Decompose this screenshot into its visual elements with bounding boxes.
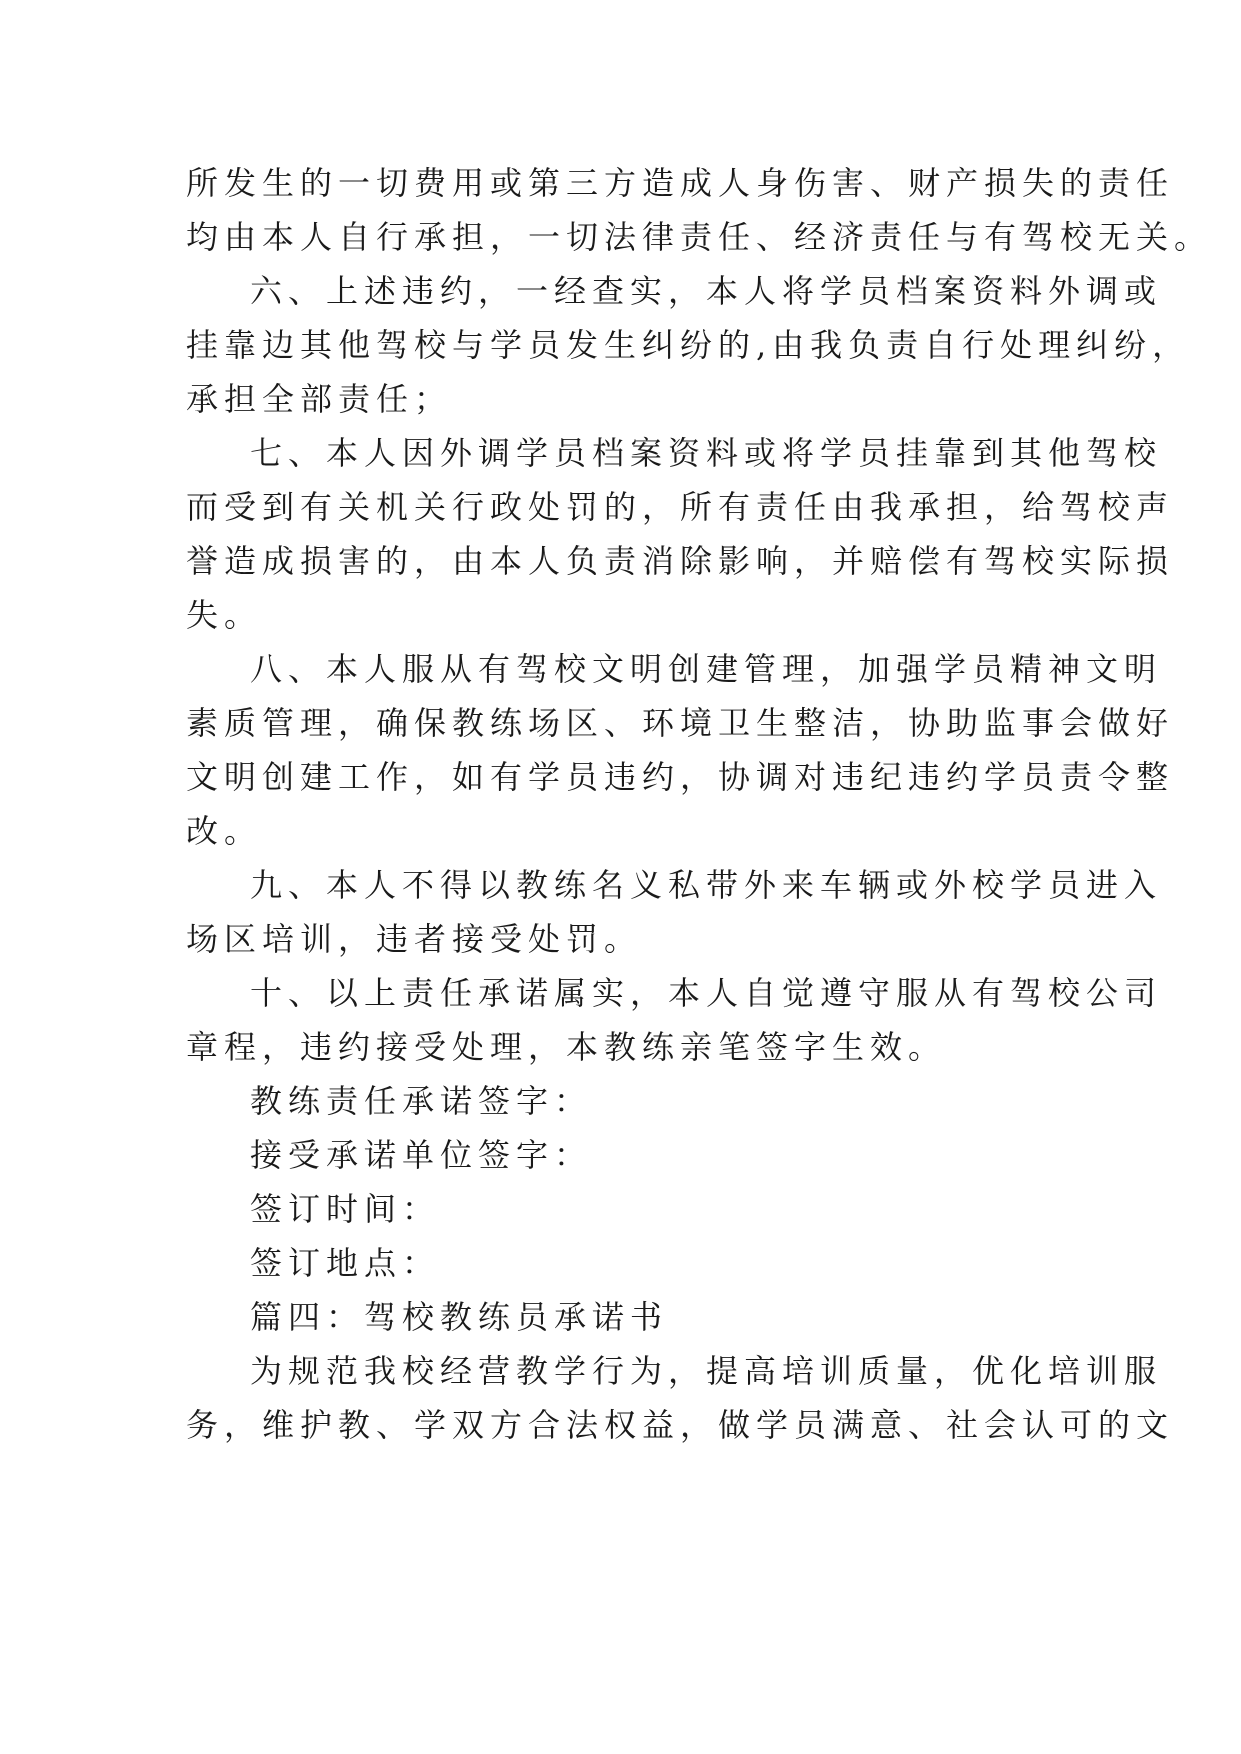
document-body: [186, 156, 1213, 1452]
signature-unit-label: 接受承诺单位签字：: [250, 1136, 593, 1174]
text-line: 六、上述违约，一经查实，本人将学员档案资料外调或: [250, 272, 1163, 310]
text-line: 承担全部责任；: [186, 380, 453, 418]
text-line: 挂靠边其他驾校与学员发生纠纷的,由我负责自行处理纠纷，: [186, 326, 1191, 364]
text-line: 改。: [186, 812, 263, 850]
text-line: 十、以上责任承诺属实，本人自觉遵守服从有驾校公司: [250, 974, 1163, 1012]
text-line: 场区培训，违者接受处罚。: [186, 920, 643, 958]
section-title: 篇四：驾校教练员承诺书: [250, 1298, 669, 1336]
text-line: 务，维护教、学双方合法权益，做学员满意、社会认可的文: [186, 1406, 1175, 1444]
signature-coach-label: 教练责任承诺签字：: [250, 1082, 593, 1120]
text-line: 均由本人自行承担，一切法律责任、经济责任与有驾校无关。: [186, 218, 1213, 256]
text-line: 素质管理，确保教练场区、环境卫生整洁，协助监事会做好: [186, 704, 1175, 742]
signing-place-label: 签订地点：: [250, 1244, 441, 1282]
text-line: 誉造成损害的，由本人负责消除影响，并赔偿有驾校实际损: [186, 542, 1175, 580]
text-line: 八、本人服从有驾校文明创建管理，加强学员精神文明: [250, 650, 1163, 688]
signing-date-label: 签订时间：: [250, 1190, 441, 1228]
text-line: 九、本人不得以教练名义私带外来车辆或外校学员进入: [250, 866, 1163, 904]
text-line: 失。: [186, 596, 263, 634]
text-line: 章程，违约接受处理，本教练亲笔签字生效。: [186, 1028, 947, 1066]
text-line: 文明创建工作，如有学员违约，协调对违纪违约学员责令整: [186, 758, 1175, 796]
text-line: 所发生的一切费用或第三方造成人身伤害、财产损失的责任: [186, 164, 1175, 202]
text-line: 为规范我校经营教学行为，提高培训质量，优化培训服: [250, 1352, 1163, 1390]
text-line: 七、本人因外调学员档案资料或将学员挂靠到其他驾校: [250, 434, 1163, 472]
text-line: 而受到有关机关行政处罚的，所有责任由我承担，给驾校声: [186, 488, 1175, 526]
